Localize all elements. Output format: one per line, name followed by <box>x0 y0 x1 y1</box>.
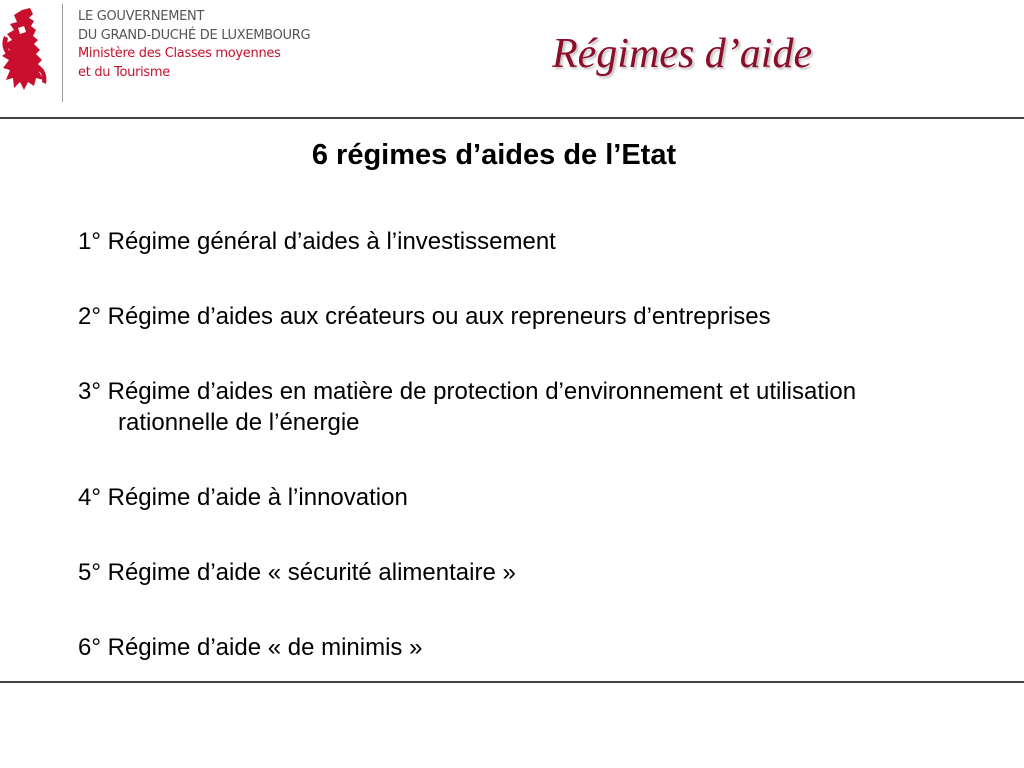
list-item: 2° Régime d’aides aux créateurs ou aux repreneurs d’entreprises <box>78 303 771 330</box>
list-item: 5° Régime d’aide « sécurité alimentaire » <box>78 559 516 586</box>
logo-line-ministry: Ministère des Classes moyennes <box>78 46 281 61</box>
red-lion-icon <box>0 6 50 94</box>
list-item: 6° Régime d’aide « de minimis » <box>78 634 423 661</box>
top-divider <box>0 117 1024 119</box>
bottom-divider <box>0 681 1024 683</box>
list-item: 3° Régime d’aides en matière de protection d’environnement et utilisation rationnelle de l’énergie <box>78 378 857 436</box>
logo-text <box>78 8 310 82</box>
list-item: 4° Régime d’aide à l’innovation <box>78 484 408 511</box>
logo-line-ministry-2: et du Tourisme <box>78 64 170 80</box>
logo-divider <box>62 4 63 102</box>
regime-list <box>78 226 938 663</box>
government-logo <box>0 0 320 110</box>
slide-title: Régimes d’aide <box>552 31 813 77</box>
slide-subtitle: 6 régimes d’aides de l’Etat <box>311 139 677 171</box>
logo-line-country: DU GRAND-DUCHÉ DE LUXEMBOURG <box>78 27 311 43</box>
logo-line-government: LE GOUVERNEMENT <box>78 9 205 24</box>
list-item: 1° Régime général d’aides à l’investissement <box>78 228 556 255</box>
